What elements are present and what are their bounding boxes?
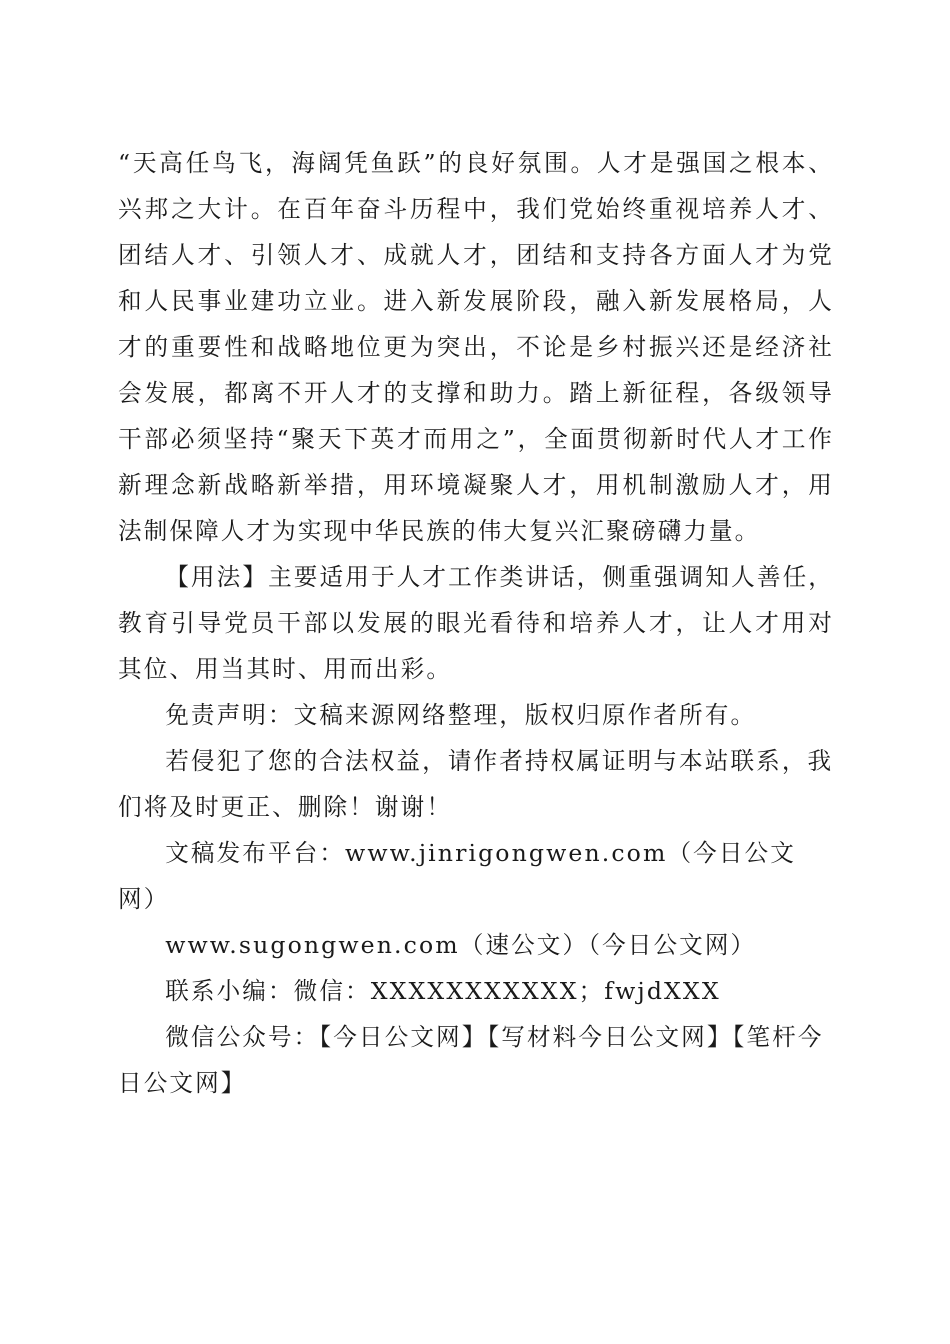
wechat-accounts-line: 微信公众号：【今日公文网】【写材料今日公文网】【笔杆今日公文网】	[118, 1023, 824, 1097]
contact-line: 联系小编：微信：XXXXXXXXXXX；fwjdXXX	[165, 977, 721, 1005]
platform-line: 文稿发布平台：www.jinrigongwen.com（今日公文网）	[118, 839, 796, 913]
usage-paragraph: 【用法】主要适用于人才工作类讲话，侧重强调知人善任，教育引导党员干部以发展的眼光看待和培养人才，让人才用对其位、用当其时、用而出彩。	[118, 563, 834, 683]
site-alt-line: www.sugongwen.com（速公文）（今日公文网）	[165, 931, 757, 959]
infringement-notice: 若侵犯了您的合法权益，请作者持权属证明与本站联系，我们将及时更正、删除！谢谢！	[118, 747, 834, 821]
disclaimer-text: 免责声明：文稿来源网络整理，版权归原作者所有。	[165, 701, 757, 729]
document-body	[118, 140, 834, 1106]
talent-paragraph: “天高任鸟飞，海阔凭鱼跃”的良好氛围。人才是强国之根本、兴邦之大计。在百年奋斗历程中，我们党始终重视培养人才、团结人才、引领人才、成就人才，团结和支持各方面人才为党和人民事业建功立业。进入新发展阶段，融入新发展格局，人才的重要性和战略地位更为突出，不论是乡村振兴还是经济社会发展，都离不开人才的支撑和助力。踏上新征程，各级领导干部必须坚持“聚天下英才而用之”，全面贯彻新时代人才工作新理念新战略新举措，用环境凝聚人才，用机制激励人才，用法制保障人才为实现中华民族的伟大复兴汇聚磅礴力量。	[118, 149, 834, 545]
